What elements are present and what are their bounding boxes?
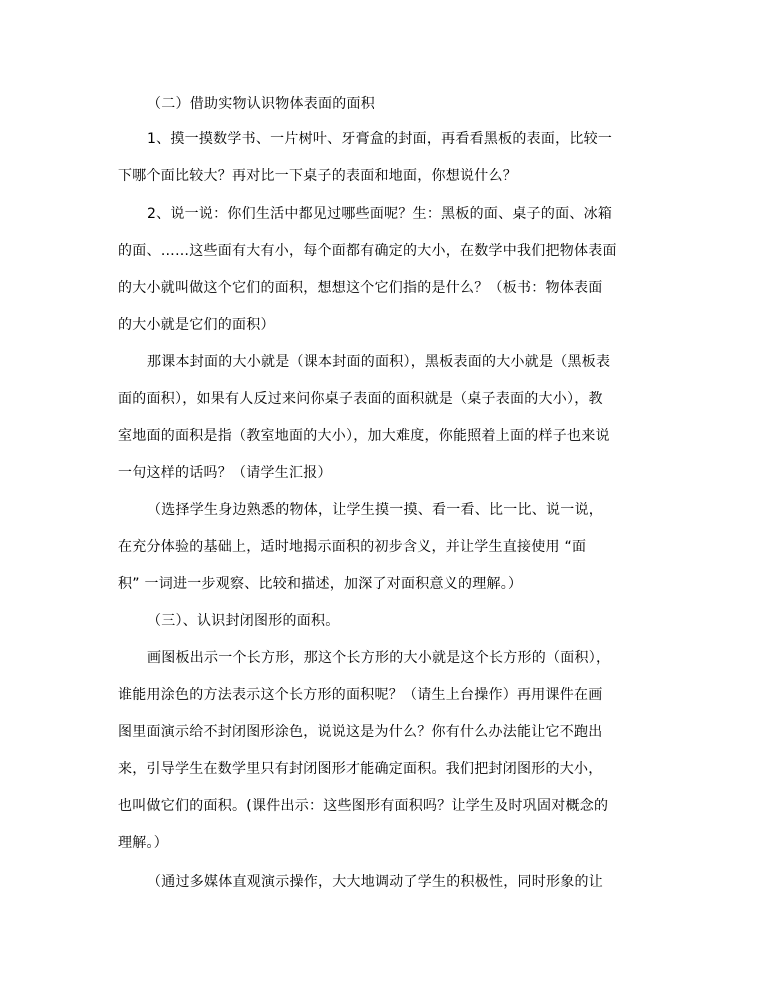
paragraph-line: 1、摸一摸数学书、一片树叶、牙膏盒的封面，再看看黑板的表面，比较一 (147, 131, 613, 147)
paragraph-line: 下哪个面比较大？再对比一下桌子的表面和地面，你想说什么？ (118, 168, 517, 184)
paragraph-line: 2、说一说：你们生活中都见过哪些面呢？生：黑板的面、桌子的面、冰箱 (147, 206, 613, 222)
paragraph-line: 的大小就是它们的面积） (118, 317, 275, 333)
paragraph-line: 也叫做它们的面积。(课件出示：这些图形有面积吗？让学生及时巩固对概念的 (118, 798, 609, 814)
paragraph-line: 的面、……这些面有大有小，每个面都有确定的大小，在数学中我们把物体表面 (118, 243, 617, 259)
section-heading-3: （三）、认识封闭图形的面积。 (147, 613, 340, 629)
paragraph-line: 谁能用涂色的方法表示这个长方形的面积呢？（请生上台操作）再用课件在画 (118, 687, 603, 703)
paragraph-line: 画图板出示一个长方形，那这个长方形的大小就是这个长方形的（面积）， (147, 650, 611, 666)
note-line: 积” 一词进一步观察、比较和描述，加深了对面积意义的理解。） (118, 576, 523, 592)
note-line: （通过多媒体直观演示操作，大大地调动了学生的积极性，同时形象的让 (147, 874, 603, 890)
paragraph-line: 图里面演示给不封闭图形涂色，说说这是为什么？你有什么办法能让它不跑出 (118, 724, 603, 740)
note-line: 在充分体验的基础上，适时地揭示面积的初步含义，并让学生直接使用 “面 (118, 539, 587, 555)
note-line: （选择学生身边熟悉的物体，让学生摸一摸、看一看、比一比、说一说， (147, 502, 603, 518)
paragraph-line: 面的面积），如果有人反过来问你桌子表面的面积就是（桌子表面的大小），教 (118, 391, 603, 407)
paragraph-line: 理解。） (118, 835, 168, 851)
paragraph-line: 来，引导学生在数学里只有封闭图形才能确定面积。我们把封闭图形的大小， (118, 761, 603, 777)
section-heading-2: （二）借助实物认识物体表面的面积 (147, 96, 375, 112)
paragraph-line: 室地面的面积是指（教室地面的大小），加大难度，你能照着上面的样子也来说 (118, 428, 610, 444)
paragraph-line: 一句这样的话吗？（请学生汇报） (118, 465, 332, 481)
paragraph-line: 那课本封面的大小就是（课本封面的面积），黑板表面的大小就是（黑板表 (147, 354, 611, 370)
paragraph-line: 的大小就叫做这个它们的面积，想想这个它们指的是什么？（板书：物体表面 (118, 280, 603, 296)
